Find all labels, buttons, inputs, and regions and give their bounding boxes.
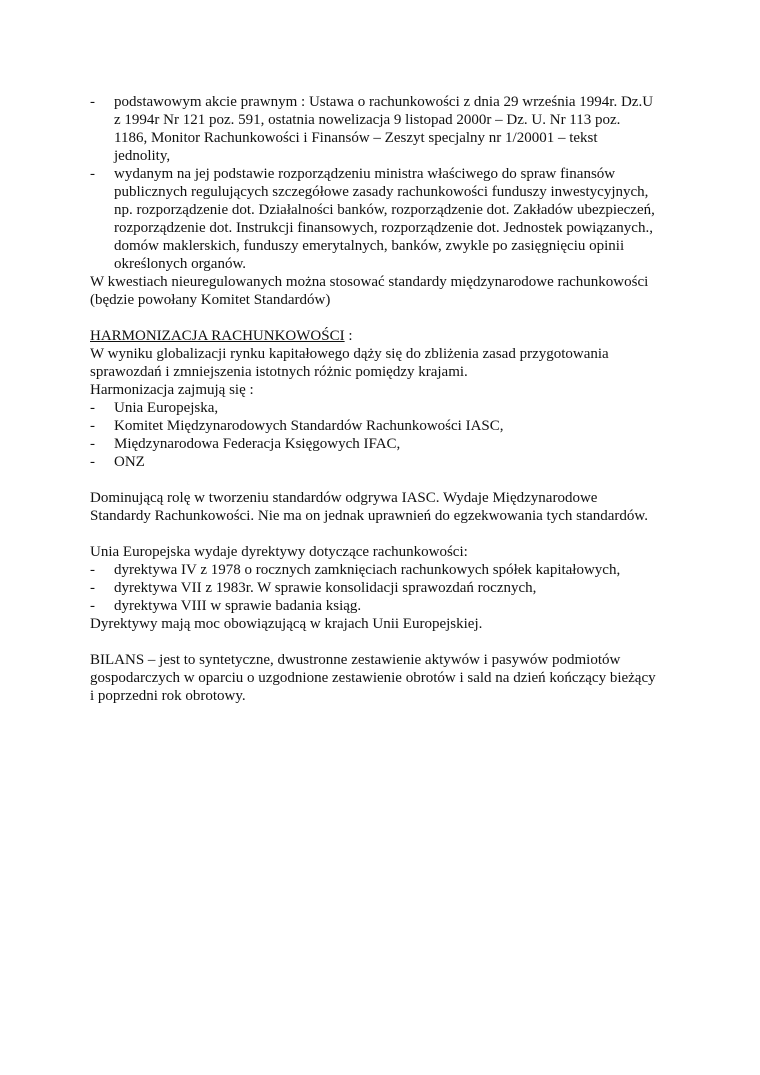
section-heading-line — [90, 327, 680, 345]
paragraph-gap — [90, 525, 680, 543]
text-line: dyrektywa VII z 1983r. W sprawie konsolidacji sprawozdań rocznych, — [114, 580, 537, 596]
bullet-dash: - — [90, 436, 95, 452]
text-line: np. rozporządzenie dot. Działalności banków, rozporządzenie dot. Zakładów ubezpieczeń, — [114, 202, 655, 218]
list-item — [90, 561, 680, 579]
text-line: jednolity, — [114, 148, 171, 164]
text-line: W wyniku globalizacji rynku kapitałowego dąży się do zbliżenia zasad przygotowania — [90, 346, 609, 362]
text-line: Dominującą rolę w tworzeniu standardów odgrywa IASC. Wydaje Międzynarodowe — [90, 490, 598, 506]
text-line: W kwestiach nieuregulowanych można stosować standardy międzynarodowe rachunkowości — [90, 274, 649, 290]
bullet-dash: - — [90, 400, 95, 416]
list-item — [90, 165, 680, 273]
text-line: wydanym na jej podstawie rozporządzeniu ministra właściwego do spraw finansów — [114, 166, 616, 182]
text-line: podstawowym akcie prawnym : Ustawa o rachunkowości z dnia 29 września 1994r. Dz.U — [114, 94, 654, 110]
list-item — [90, 399, 680, 417]
text-line: BILANS – jest to syntetyczne, dwustronne zestawienie aktywów i pasywów podmiotów — [90, 652, 621, 668]
bullet-dash: - — [90, 562, 95, 578]
text-line: ONZ — [114, 454, 145, 470]
text-line: (będzie powołany Komitet Standardów) — [90, 292, 331, 308]
text-line: Międzynarodowa Federacja Księgowych IFAC, — [114, 436, 401, 452]
text-line: z 1994r Nr 121 poz. 591, ostatnia nowelizacja 9 listopad 2000r – Dz. U. Nr 113 poz. — [114, 112, 621, 128]
list-item — [90, 93, 680, 165]
text-line: dyrektywa VIII w sprawie badania ksiąg. — [114, 598, 362, 614]
list-item — [90, 579, 680, 597]
heading-suffix: : — [344, 328, 353, 344]
text-line: gospodarczych w oparciu o uzgodnione zestawienie obrotów i sald na dzień kończący bieżący — [90, 670, 656, 686]
text-line: Standardy Rachunkowości. Nie ma on jednak uprawnień do egzekwowania tych standardów. — [90, 508, 649, 524]
text-line: sprawozdań i zmniejszenia istotnych różnic pomiędzy krajami. — [90, 364, 468, 380]
paragraph-gap — [90, 309, 680, 327]
text-line: dyrektywa IV z 1978 o rocznych zamknięciach rachunkowych spółek kapitałowych, — [114, 562, 621, 578]
bullet-dash: - — [90, 166, 95, 182]
text-line: Harmonizacja zajmują się : — [90, 382, 254, 398]
text-line: i poprzedni rok obrotowy. — [90, 688, 246, 704]
list-item — [90, 417, 680, 435]
text-line: 1186, Monitor Rachunkowości i Finansów – Zeszyt specjalny nr 1/20001 – tekst — [114, 130, 598, 146]
text-line: Dyrektywy mają moc obowiązującą w krajach Unii Europejskiej. — [90, 616, 483, 632]
document-page — [90, 93, 680, 705]
text-line: Unia Europejska, — [114, 400, 219, 416]
list-item — [90, 453, 680, 471]
text-line: Unia Europejska wydaje dyrektywy dotyczące rachunkowości: — [90, 544, 468, 560]
text-line: określonych organów. — [114, 256, 247, 272]
bullet-dash: - — [90, 580, 95, 596]
bullet-dash: - — [90, 454, 95, 470]
bullet-dash: - — [90, 94, 95, 110]
bullet-dash: - — [90, 418, 95, 434]
list-item — [90, 435, 680, 453]
text-line: Komitet Międzynarodowych Standardów Rachunkowości IASC, — [114, 418, 504, 434]
text-line: publicznych regulujących szczegółowe zasady rachunkowości funduszy inwestycyjnych, — [114, 184, 649, 200]
section-heading: HARMONIZACJA RACHUNKOWOŚCI — [90, 328, 345, 344]
list-item — [90, 597, 680, 615]
paragraph-gap — [90, 471, 680, 489]
bullet-dash: - — [90, 598, 95, 614]
paragraph-gap — [90, 633, 680, 651]
text-line: domów maklerskich, funduszy emerytalnych, banków, zwykle po zasięgnięciu opinii — [114, 238, 625, 254]
text-line: rozporządzenie dot. Instrukcji finansowych, rozporządzenie dot. Jednostek powiązanych., — [114, 220, 653, 236]
